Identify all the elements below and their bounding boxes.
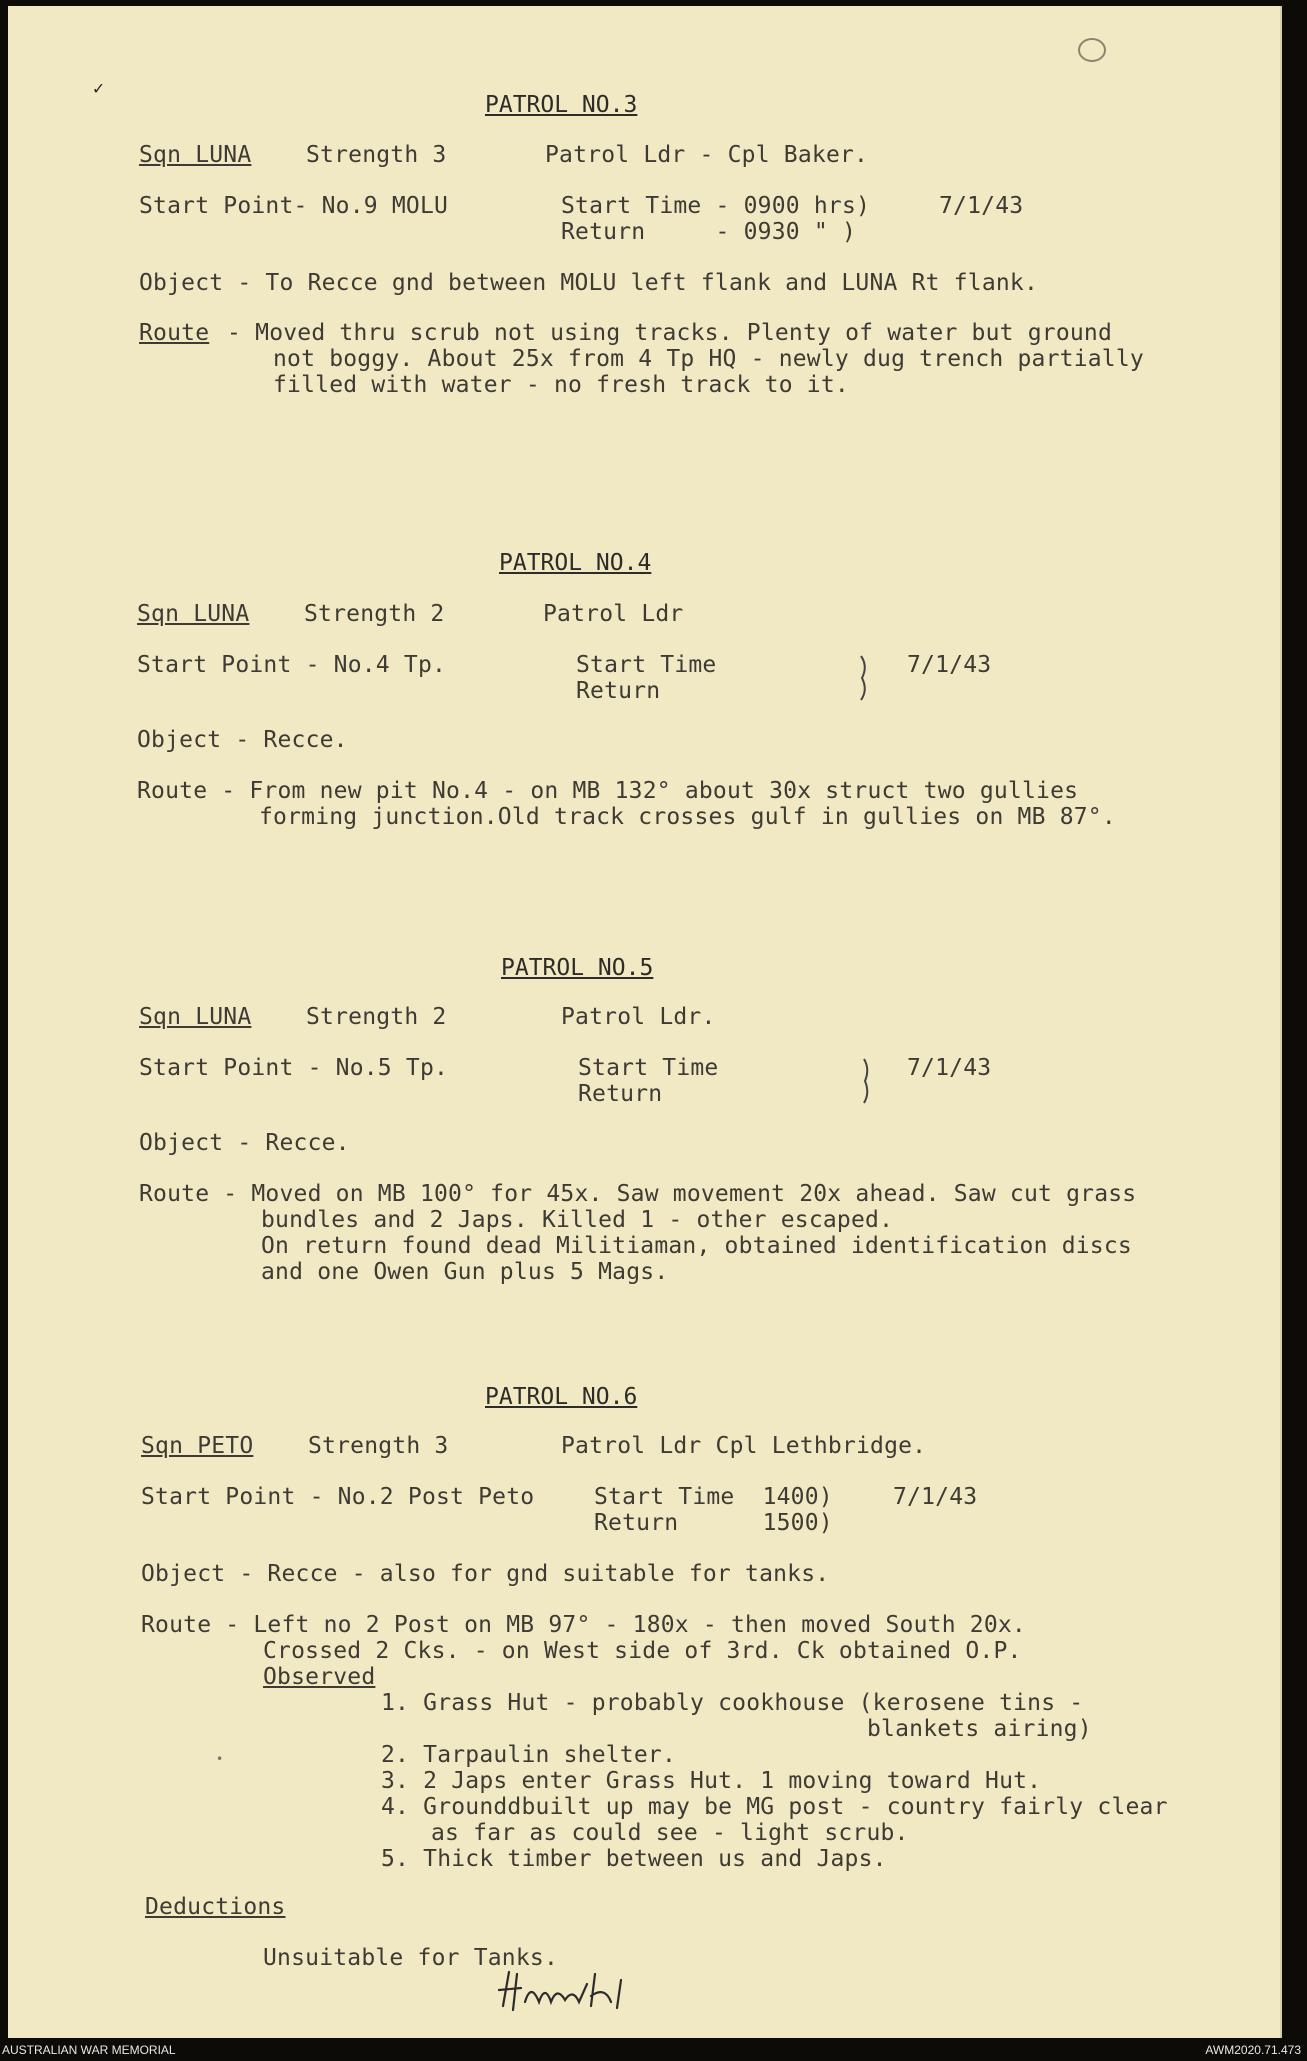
bracket-mark-icon — [858, 652, 872, 704]
patrol-4-title: PATROL NO.4 — [499, 550, 652, 576]
patrol-3-route-line-1: - Moved thru scrub not using tracks. Plenty of water but ground — [213, 320, 1113, 346]
patrol-4-start-time: Start Time — [576, 652, 717, 678]
patrol-3-sqn: Sqn LUNA — [139, 142, 252, 168]
patrol-3-strength: Strength 3 — [306, 142, 447, 168]
patrol-3-date: 7/1/43 — [939, 193, 1024, 219]
patrol-5-route-line-3: On return found dead Militiaman, obtained identification discs — [261, 1233, 1132, 1259]
patrol-6-observed-label: Observed — [263, 1664, 376, 1690]
patrol-6-strength: Strength 3 — [308, 1433, 449, 1459]
speck-mark: • — [216, 1752, 224, 1766]
patrol-4-leader: Patrol Ldr — [543, 601, 684, 627]
observation-3: 3. 2 Japs enter Grass Hut. 1 moving toward Hut. — [381, 1768, 1042, 1794]
patrol-5-route-line-2: bundles and 2 Japs. Killed 1 - other escaped. — [261, 1207, 894, 1233]
patrol-3-route-line-2: not boggy. About 25x from 4 Tp HQ - newly dug trench partially — [273, 346, 1144, 372]
observation-4-cont: as far as could see - light scrub. — [431, 1820, 909, 1846]
patrol-3-start-point: Start Point- No.9 MOLU — [139, 193, 449, 219]
patrol-6-start-time: Start Time 1400) — [594, 1484, 833, 1510]
patrol-6-object: Object - Recce - also for gnd suitable for tanks. — [141, 1561, 830, 1587]
footer-right: AWM2020.71.473 — [1205, 2043, 1301, 2057]
patrol-5-object: Object - Recce. — [139, 1130, 350, 1156]
patrol-5-strength: Strength 2 — [306, 1004, 447, 1030]
patrol-4-route-line-1: Route - From new pit No.4 - on MB 132° about 30x struct two gullies — [137, 778, 1079, 804]
patrol-3-route-label: Route — [139, 320, 210, 346]
corner-mark-icon: ✓ — [93, 78, 104, 99]
patrol-5-return: Return — [578, 1081, 663, 1107]
patrol-3-object: Object - To Recce gnd between MOLU left flank and LUNA Rt flank. — [139, 270, 1039, 296]
patrol-4-route-line-2: forming junction.Old track crosses gulf in gullies on MB 87°. — [259, 804, 1116, 830]
patrol-6-leader: Patrol Ldr Cpl Lethbridge. — [561, 1433, 927, 1459]
patrol-6-return: Return 1500) — [594, 1510, 833, 1536]
patrol-5-route-line-1: Route - Moved on MB 100° for 45x. Saw movement 20x ahead. Saw cut grass — [139, 1181, 1137, 1207]
footer-left: AUSTRALIAN WAR MEMORIAL — [2, 2043, 176, 2057]
patrol-6-date: 7/1/43 — [893, 1484, 978, 1510]
patrol-3-leader: Patrol Ldr - Cpl Baker. — [545, 142, 869, 168]
patrol-6-route-line-1: Route - Left no 2 Post on MB 97° - 180x - then moved South 20x. — [141, 1612, 1026, 1638]
patrol-4-date: 7/1/43 — [907, 652, 992, 678]
patrol-3-start-time: Start Time - 0900 hrs) — [561, 193, 871, 219]
patrol-5-leader: Patrol Ldr. — [561, 1004, 716, 1030]
deductions-label: Deductions — [145, 1894, 286, 1920]
patrol-6-route-line-2: Crossed 2 Cks. - on West side of 3rd. Ck obtained O.P. — [263, 1638, 1022, 1664]
staple-hole-icon — [1072, 30, 1112, 70]
patrol-4-sqn: Sqn LUNA — [137, 601, 250, 627]
observation-1: 1. Grass Hut - probably cookhouse (kerosene tins - — [381, 1690, 1084, 1716]
patrol-3-route-line-3: filled with water - no fresh track to it. — [273, 372, 849, 398]
patrol-6-title: PATROL NO.6 — [485, 1384, 638, 1410]
deductions-text: Unsuitable for Tanks. — [263, 1945, 558, 1971]
observation-1-cont: blankets airing) — [867, 1716, 1092, 1742]
patrol-6-start-point: Start Point - No.2 Post Peto — [141, 1484, 535, 1510]
observation-5: 5. Thick timber between us and Japs. — [381, 1846, 887, 1872]
patrol-4-strength: Strength 2 — [304, 601, 445, 627]
bracket-mark-icon — [860, 1055, 874, 1107]
patrol-5-route-line-4: and one Owen Gun plus 5 Mags. — [261, 1259, 669, 1285]
patrol-3-title: PATROL NO.3 — [485, 92, 638, 118]
patrol-5-start-point: Start Point - No.5 Tp. — [139, 1055, 449, 1081]
patrol-5-start-time: Start Time — [578, 1055, 719, 1081]
signature-icon — [495, 1962, 665, 2022]
observation-4: 4. Grounddbuilt up may be MG post - country fairly clear — [381, 1794, 1168, 1820]
patrol-4-object: Object - Recce. — [137, 727, 348, 753]
patrol-3-return: Return - 0930 " ) — [561, 219, 856, 245]
patrol-4-return: Return — [576, 678, 661, 704]
patrol-5-date: 7/1/43 — [907, 1055, 992, 1081]
patrol-6-sqn: Sqn PETO — [141, 1433, 254, 1459]
patrol-5-title: PATROL NO.5 — [501, 955, 654, 981]
patrol-5-sqn: Sqn LUNA — [139, 1004, 252, 1030]
patrol-4-start-point: Start Point - No.4 Tp. — [137, 652, 447, 678]
observation-2: 2. Tarpaulin shelter. — [381, 1742, 676, 1768]
